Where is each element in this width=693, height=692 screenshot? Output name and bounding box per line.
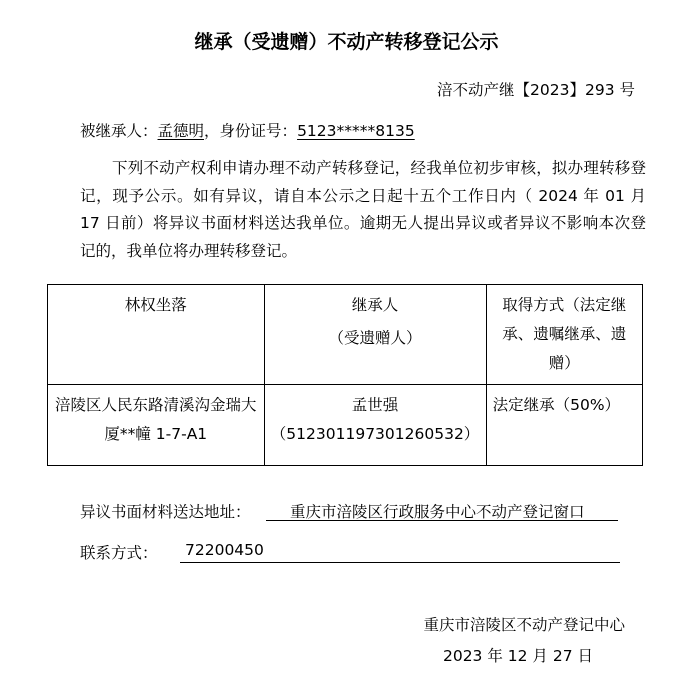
header-heir-line2: （受遗赠人） [328,329,422,347]
document-number: 涪不动产继【2023】293 号 [437,81,635,99]
cell-location: 涪陵区人民东路清溪沟金瑞大厦**幢 1-7-A1 [48,385,265,466]
header-heir-line1: 继承人 [351,296,399,314]
contact-label: 联系方式： [80,544,158,562]
decedent-id-label: 身份证号： [219,122,298,140]
decedent-name-label: 被继承人： [80,122,158,140]
cell-method: 法定继承（50%） [486,385,642,466]
decedent-line [80,119,415,141]
objection-address-label: 异议书面材料送达地址： [80,503,251,521]
decedent-name: 孟德明 [157,122,205,140]
contact-value: 72200450 [185,541,264,559]
header-heir [264,285,486,385]
table-header-row [48,285,643,385]
notice-paragraph: 下列不动产权利申请办理不动产转移登记，经我单位初步审核，拟办理转移登记，现予公示。如有异议，请自本公示之日起十五个工作日内（ 2024 年 01 月 17 日前）将异议书面材料送达我单位。逾期无人提出异议或者异议不影响本次登记的，我单位将办理转移登记。 [80,159,646,260]
decedent-id: 5123*****8135 [297,122,415,140]
header-method: 取得方式（法定继承、遗嘱继承、遗赠） [486,285,642,385]
cell-heir [264,385,486,466]
table-row [48,385,643,466]
header-location: 林权坐落 [48,285,265,385]
cell-heir-id: （512301197301260532） [270,425,480,443]
signature-org: 重庆市涪陵区不动产登记中心 [423,616,625,634]
signature-date: 2023 年 12 月 27 日 [442,647,593,665]
property-table [47,284,643,466]
page-title: 继承（受遗赠）不动产转移登记公示 [194,31,499,53]
decedent-separator: ， [204,122,220,140]
contact-underline [180,562,620,563]
cell-heir-name: 孟世强 [351,396,399,414]
objection-address-value: 重庆市涪陵区行政服务中心不动产登记窗口 [290,503,585,521]
